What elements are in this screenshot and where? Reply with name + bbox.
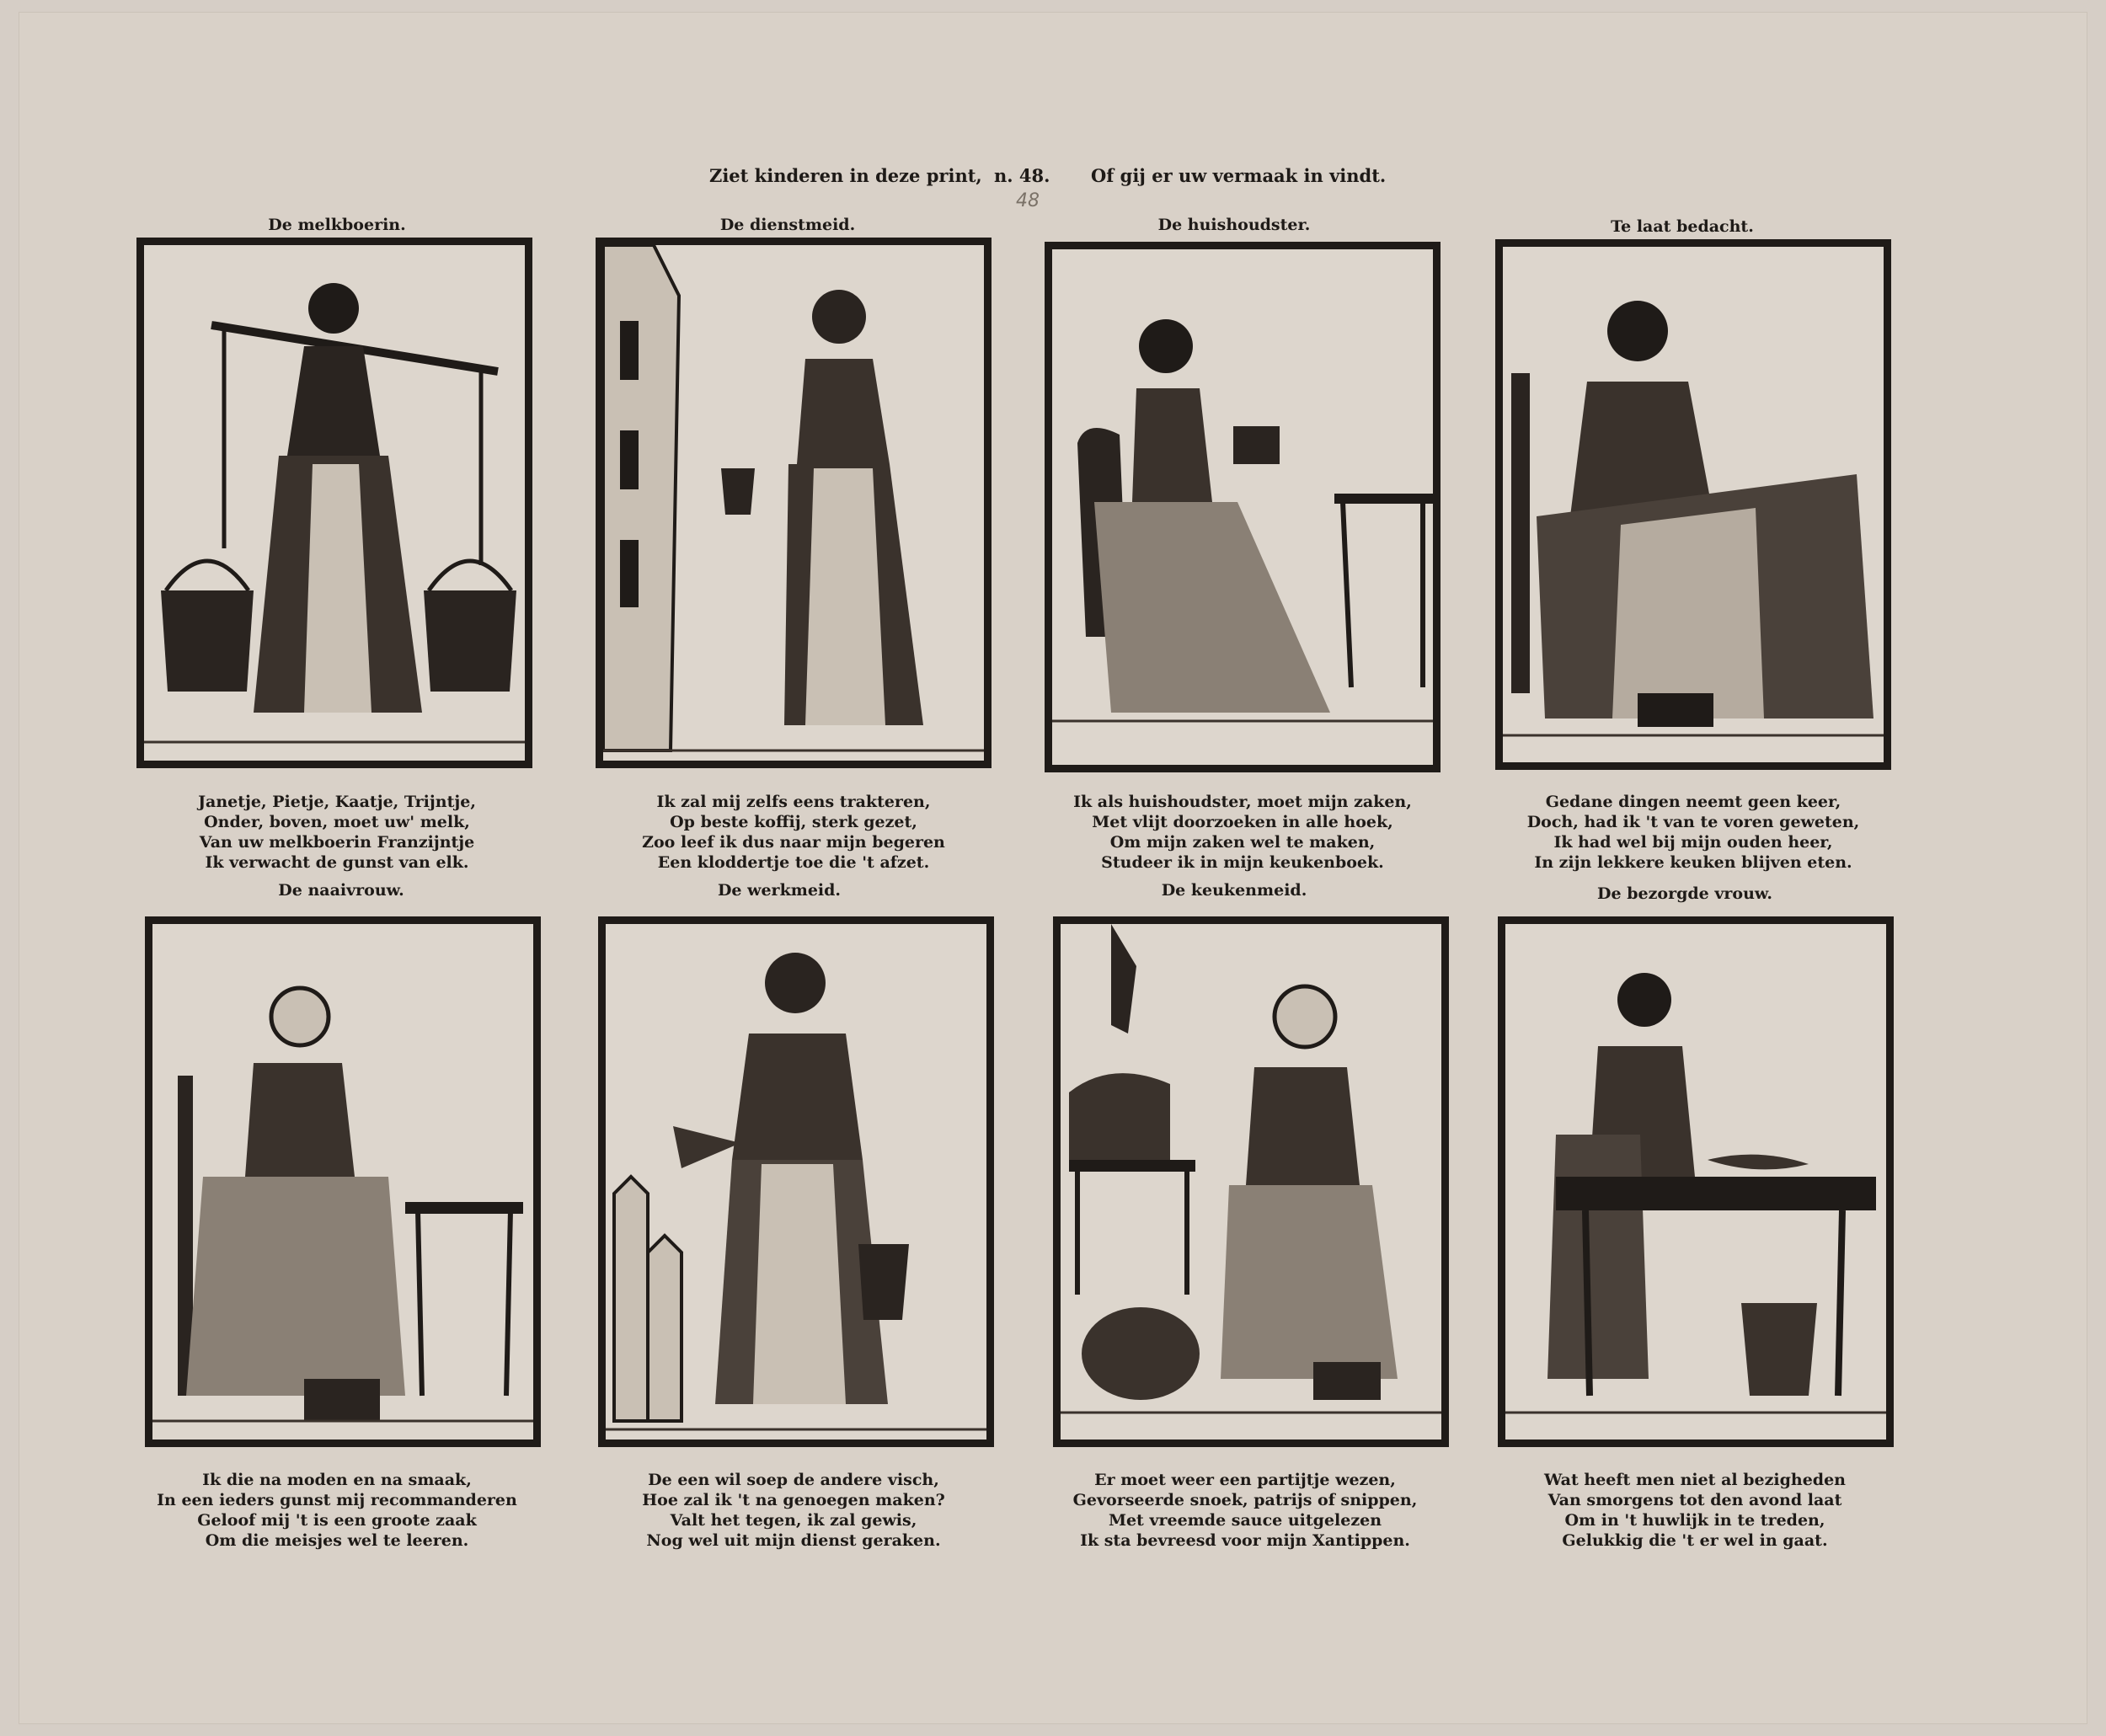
pencil-note: 48 [1016,190,1040,211]
verse-4-line-2: Doch, had ik 't van te voren geweten, [1526,813,1860,831]
verse-6-line-4: Nog wel uit mijn dienst geraken. [646,1531,941,1550]
header-left-text: Ziet kinderen in deze print, [709,165,982,186]
verse-2-line-4: Een kloddertje toe die 't afzet. [657,853,930,872]
verse-4-line-3: Ik had wel bij mijn ouden heer, [1553,833,1833,852]
woodcut-te-laat-bedacht [1495,239,1891,770]
verse-5-line-3: Geloof mij 't is een groote zaak [197,1511,477,1530]
housekeeper-illustration [1052,249,1433,765]
panel-title-2: De dienstmeid. [719,216,856,234]
verse-1-line-1: Janetje, Pietje, Kaatje, Trijntje, [198,793,476,811]
verse-5-line-2: In een ieders gunst mij recommanderen [157,1491,517,1509]
panel-title-3: De huishoudster. [1157,216,1311,234]
verse-1-line-4: Ik verwacht de gunst van elk. [205,853,469,872]
woodcut-dienstmeid [596,238,992,768]
verse-3-line-4: Studeer ik in mijn keukenboek. [1101,853,1384,872]
verse-2-line-1: Ik zal mij zelfs eens trakteren, [656,793,931,811]
woodcut-melkboerin [136,238,532,768]
panel-title-6: De werkmeid. [717,881,842,900]
woodcut-huishoudster [1045,242,1441,772]
verse-6-line-1: De een wil soep de andere visch, [648,1471,939,1489]
verse-1-line-2: Onder, boven, moet uw' melk, [204,813,470,831]
verse-1 [118,792,556,873]
verse-7-line-4: Ik sta bevreesd voor mijn Xantippen. [1080,1531,1410,1550]
verse-7-line-3: Met vreemde sauce uitgelezen [1108,1511,1382,1530]
panel-title-1: De melkboerin. [268,216,406,234]
verse-8-line-3: Om in 't huwlijk in te treden, [1564,1511,1825,1530]
verse-6-line-3: Valt het tegen, ik zal gewis, [670,1511,917,1530]
sheet-header [0,165,2106,199]
seamstress-illustration [152,924,533,1440]
verse-5-line-1: Ik die na moden en na smaak, [202,1471,472,1489]
woodcut-naaivrouw [145,916,541,1447]
verse-8-line-4: Gelukkig die 't er wel in gaat. [1562,1531,1828,1550]
verse-8 [1476,1470,1914,1551]
verse-7-line-1: Er moet weer een partijtje wezen, [1094,1471,1396,1489]
woodcut-bezorgde-vrouw [1498,916,1894,1447]
woman-cleaning-fish-illustration [1505,924,1886,1440]
verse-4-line-4: In zijn lekkere keuken blijven eten. [1534,853,1852,872]
verse-5 [118,1470,556,1551]
verse-6 [575,1470,1013,1551]
verse-4-line-1: Gedane dingen neemt geen keer, [1545,793,1841,811]
kitchen-maid-illustration [1061,924,1441,1440]
header-number: n. 48. [994,165,1050,186]
servant-illustration [603,245,984,761]
panel-title-8: De bezorgde vrouw. [1597,884,1772,903]
header-right-text: Of gij er uw vermaak in vindt. [1091,165,1387,186]
verse-3 [1024,792,1462,873]
verse-3-line-1: Ik als huishoudster, moet mijn zaken, [1073,793,1412,811]
verse-6-line-2: Hoe zal ik 't na genoegen maken? [642,1491,945,1509]
maid-with-basket-illustration [606,924,986,1440]
verse-2 [575,792,1013,873]
verse-1-line-3: Van uw melkboerin Franzijntje [199,833,475,852]
verse-2-line-3: Zoo leef ik dus naar mijn begeren [642,833,945,852]
verse-7 [1026,1470,1464,1551]
verse-3-line-2: Met vlijt doorzoeken in alle hoek, [1092,813,1393,831]
verse-8-line-1: Wat heeft men niet al bezigheden [1544,1471,1846,1489]
seated-woman-illustration [1503,247,1884,762]
woodcut-werkmeid [598,916,994,1447]
woodcut-keukenmeid [1053,916,1449,1447]
panel-title-5: De naaivrouw. [278,881,404,900]
verse-3-line-3: Om mijn zaken wel te maken, [1109,833,1376,852]
milkmaid-illustration [144,245,525,761]
verse-8-line-2: Van smorgens tot den avond laat [1547,1491,1842,1509]
panel-title-4: Te laat bedacht. [1611,217,1754,236]
verse-4 [1474,792,1912,873]
verse-5-line-4: Om die meisjes wel te leeren. [205,1531,469,1550]
verse-2-line-2: Op beste koffij, sterk gezet, [670,813,917,831]
verse-7-line-2: Gevorseerde snoek, patrijs of snippen, [1072,1491,1418,1509]
panel-title-7: De keukenmeid. [1161,881,1307,900]
